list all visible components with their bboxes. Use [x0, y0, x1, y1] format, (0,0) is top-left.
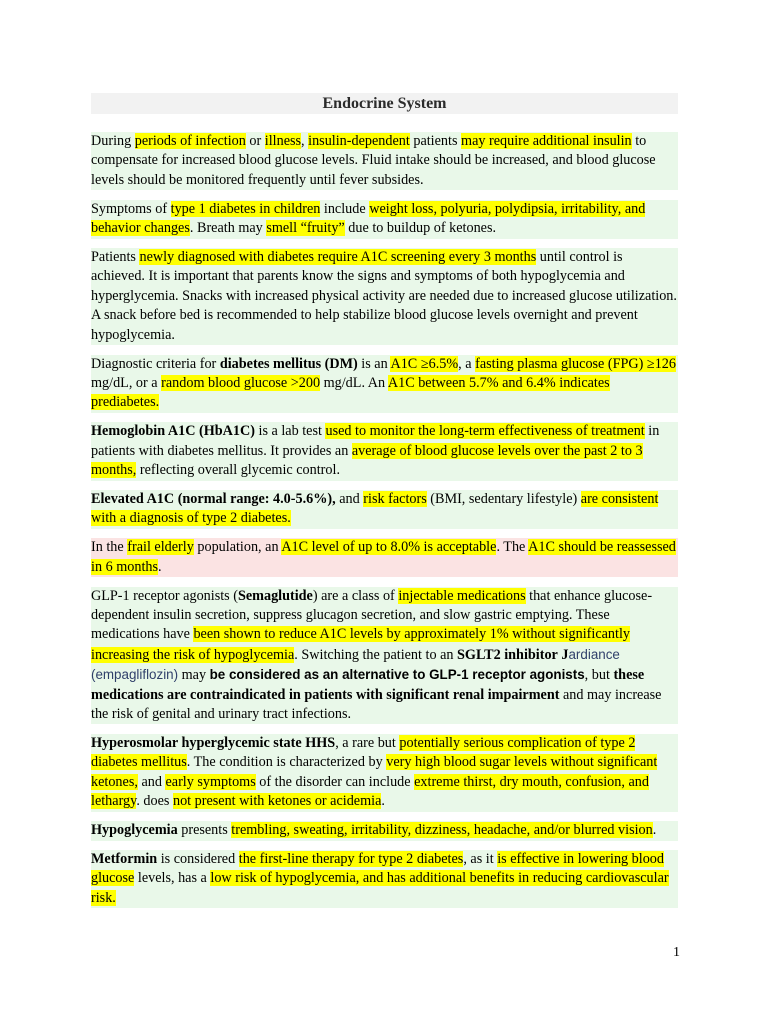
document-body	[91, 132, 678, 918]
highlighted-text: the first-line therapy for type 2 diabetes	[238, 851, 464, 867]
text-run: presents	[177, 822, 232, 839]
bold-term: Hyperosmolar hyperglycemic state HHS	[91, 734, 336, 751]
bold-term: SGLT2 inhibitor	[457, 646, 558, 663]
paragraph-2	[91, 200, 678, 239]
text-run: include	[320, 200, 370, 217]
text-run: is a lab test	[254, 423, 326, 440]
text-run: that enhance glucose-dependent insulin secretion, suppress glucagon secretion, and slow gastric emptying. These medications have	[91, 587, 653, 643]
highlighted-text: weight loss, polyuria, polydipsia, irritability, and behavior changes	[91, 200, 646, 237]
text-run: until control is achieved. It is important that parents know the signs and symptoms of both hypoglycemia and hyperglycemia. Snacks with increased physical activity are needed due to increased glucose utilization. A snack before bed is recommended to help stabilize blood glucose levels overnight and prevent hypoglycemia.	[91, 249, 677, 343]
text-run: During	[91, 133, 135, 149]
text-run: ,	[301, 133, 309, 149]
text-run: Diagnostic criteria for	[91, 355, 220, 372]
highlighted-text: not present with ketones or acidemia	[172, 793, 382, 810]
text-run: of the disorder can include	[255, 773, 415, 790]
bold-term: Semaglutide	[237, 587, 313, 604]
text-run: reflecting overall glycemic control.	[136, 462, 340, 479]
bold-term: J	[561, 646, 569, 663]
highlighted-text: average of blood glucose levels over the past 2 to 3 months,	[91, 442, 643, 479]
text-run: GLP-1 receptor agonists (	[91, 587, 238, 604]
text-run: in patients with diabetes mellitus. It provides an	[91, 423, 660, 459]
highlighted-text: extreme thirst, dry mouth, confusion, and lethargy	[91, 773, 649, 810]
text-run: Symptoms of	[91, 200, 171, 217]
highlighted-text: are consistent with a diagnosis of type 2 diabetes.	[91, 491, 659, 527]
highlighted-text: periods of infection	[134, 133, 246, 149]
text-run: and	[137, 773, 166, 790]
highlighted-text: random blood glucose >200	[161, 374, 321, 391]
paragraph-8	[91, 587, 678, 725]
text-run: . The	[496, 539, 529, 556]
highlighted-text: used to monitor the long-term effectiveness of treatment	[325, 423, 645, 440]
highlighted-text: injectable medications	[398, 587, 526, 604]
paragraph-7	[91, 538, 678, 577]
text-run: patients	[409, 133, 462, 149]
text-run: , a	[458, 355, 476, 372]
text-run: to compensate for increased blood glucose levels. Fluid intake should be increased, and blood glucose levels should be monitored frequently until fever subsides.	[91, 133, 656, 188]
text-run: due to buildup of ketones.	[344, 220, 497, 237]
text-run: mg/dL. An	[320, 374, 388, 391]
highlighted-text: A1C level of up to 8.0% is acceptable	[281, 539, 497, 556]
text-run: . Switching the patient to an	[294, 646, 458, 663]
text-run: In the	[91, 539, 128, 556]
highlighted-text: potentially serious complication of type 2 diabetes mellitus	[91, 734, 636, 771]
page-number: 1	[673, 945, 680, 960]
page-title: Endocrine System	[91, 93, 678, 114]
text-run: ) are a class of	[312, 587, 399, 604]
text-run: . does	[136, 793, 173, 810]
bold-term: Hemoglobin A1C (HbA1C)	[91, 423, 255, 440]
highlighted-text: very high blood sugar levels without significant ketones,	[91, 754, 658, 790]
text-run: . The condition is characterized by	[186, 754, 387, 771]
text-run: .	[158, 558, 162, 575]
text-run: is considered	[157, 851, 239, 867]
paragraph-6	[91, 490, 678, 529]
highlighted-text: trembling, sweating, irritability, dizziness, headache, and/or blurred vision	[231, 822, 653, 839]
text-run: and may increase the risk of genital and urinary tract infections.	[91, 686, 662, 723]
highlighted-text: is effective in lowering blood glucose	[91, 851, 664, 887]
text-run: .	[652, 822, 657, 839]
text-run: population, an	[193, 539, 282, 556]
paragraph-5	[91, 422, 678, 480]
text-run: .	[381, 793, 385, 810]
highlighted-text: newly diagnosed with diabetes require A1C screening every 3 months	[139, 249, 537, 266]
highlighted-text: risk factors	[363, 491, 427, 507]
paragraph-9	[91, 734, 678, 812]
text-run: levels, has a	[134, 870, 211, 887]
text-run: . Breath may	[189, 220, 267, 237]
highlighted-text: may require additional insulin	[461, 133, 632, 149]
highlighted-text: type 1 diabetes in children	[170, 200, 321, 217]
bold-term: be considered as an alternative to GLP-1 receptor agonists	[209, 667, 585, 683]
bold-term: diabetes mellitus (DM)	[219, 355, 358, 372]
highlighted-text: illness	[264, 133, 302, 149]
text-run: or	[245, 133, 265, 149]
highlighted-text: A1C ≥6.5%	[390, 355, 459, 372]
highlighted-text: A1C between 5.7% and 6.4% indicates prediabetes.	[91, 374, 610, 411]
text-run: may	[178, 667, 210, 684]
paragraph-11	[91, 850, 678, 908]
text-run: and	[335, 491, 364, 507]
highlighted-text: early symptoms	[165, 773, 256, 790]
text-run: mg/dL, or a	[91, 374, 162, 391]
paragraph-10	[91, 821, 678, 840]
highlighted-text: low risk of hypoglycemia, and has additional benefits in reducing cardiovascular risk.	[91, 870, 669, 906]
text-run: Patients	[91, 249, 140, 266]
highlighted-text: frail elderly	[127, 539, 194, 556]
text-run: ardiance (empagliflozin)	[91, 646, 620, 683]
bold-term: Hypoglycemia	[91, 822, 178, 839]
text-run: is an	[357, 355, 391, 372]
text-run: (BMI, sedentary lifestyle)	[426, 491, 581, 507]
paragraph-1	[91, 132, 678, 190]
highlighted-text: insulin-dependent	[308, 133, 410, 149]
bold-term: these medications are contraindicated in patients with significant renal impairment	[91, 667, 645, 703]
paragraph-3	[91, 248, 678, 345]
bold-term: Metformin	[91, 851, 158, 867]
highlighted-text: A1C should be reassessed in 6 months	[91, 539, 676, 575]
highlighted-text: smell “fruity”	[266, 220, 345, 237]
bold-term: Elevated A1C (normal range: 4.0-5.6%),	[91, 491, 336, 507]
text-run: , but	[584, 667, 614, 684]
text-run: , a rare but	[335, 734, 400, 751]
paragraph-4	[91, 355, 678, 413]
highlighted-text: been shown to reduce A1C levels by approximately 1% without significantly increasing the risk of hypoglycemia	[91, 626, 631, 663]
highlighted-text: fasting plasma glucose (FPG) ≥126	[475, 355, 676, 372]
text-run: , as it	[463, 851, 498, 867]
